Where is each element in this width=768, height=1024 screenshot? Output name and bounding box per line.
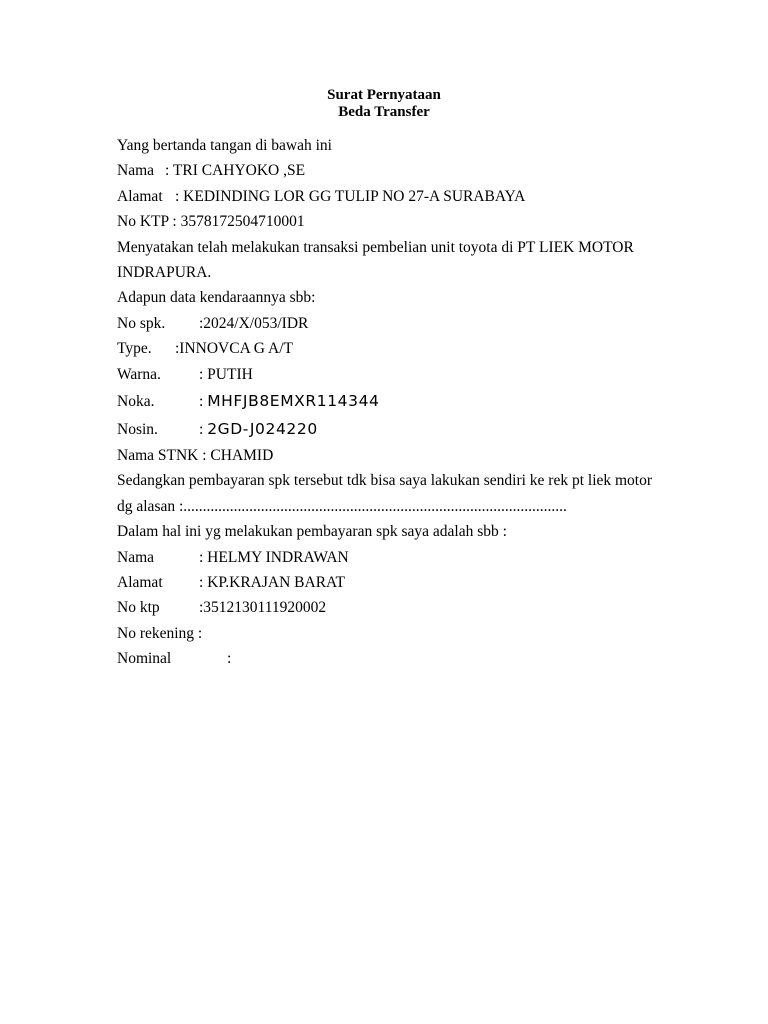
color-value: : PUTIH [199,365,253,383]
signer-address-label: Alamat [117,187,163,205]
signer-ktp-line: No KTP : 3578172504710001 [117,213,305,231]
payer-amount-line [117,646,657,671]
document-body [117,133,657,671]
vehicle-intro-line: Adapun data kendaraannya sbb: [117,289,316,307]
chassis-value: MHFJB8EMXR114344 [207,391,380,410]
signer-address-value: : KEDINDING LOR GG TULIP NO 27-A SURABAYA [175,187,526,205]
payer-ktp-label: No ktp [117,599,160,617]
payer-ktp-line [117,595,657,620]
title-block [0,87,768,121]
payer-name-value: : HELMY INDRAWAN [199,548,349,566]
type-label: Type. [117,340,152,358]
spk-label: No spk. [117,314,166,332]
type-line [117,336,657,361]
payer-name-label: Nama [117,548,155,566]
engine-value: 2GD-J024220 [207,419,318,438]
reason-paragraph: Sedangkan pembayaran spk tersebut tdk bisa saya lakukan sendiri ke rek pt liek motor dg alasan :................................................................................................... [117,472,653,515]
intro-line: Yang bertanda tangan di bawah ini [117,137,332,154]
document-subtitle: Beda Transfer [338,104,430,120]
payer-intro-line: Dalam hal ini yg melakukan pembayaran spk saya adalah sbb : [117,523,507,541]
payer-account-line: No rekening : [117,624,203,642]
payer-name-line [117,545,657,570]
chassis-separator: : [199,392,208,410]
stnk-line: Nama STNK : CHAMID [117,446,274,464]
payer-address-line [117,570,657,595]
payer-address-label: Alamat [117,573,163,591]
spk-value: :2024/X/053/IDR [199,314,309,332]
type-value: :INNOVCA G A/T [175,340,293,358]
signer-name-value: : TRI CAHYOKO ,SE [165,162,306,180]
engine-label: Nosin. [117,420,158,438]
color-line [117,362,657,387]
chassis-line [117,387,657,415]
signer-name-line [117,158,657,183]
document-title: Surat Pernyataan [327,87,441,103]
signer-name-label: Nama [117,162,155,180]
spk-line [117,311,657,336]
payer-amount-label: Nominal [117,650,172,668]
engine-separator: : [199,420,208,438]
payer-address-value: : KP.KRAJAN BARAT [199,573,345,591]
engine-line [117,415,657,443]
color-label: Warna. [117,365,161,383]
signer-address-line [117,184,657,209]
payer-amount-separator: : [227,650,232,668]
payer-ktp-value: :3512130111920002 [199,599,327,617]
statement-paragraph: Menyatakan telah melakukan transaksi pembelian unit toyota di PT LIEK MOTOR INDRAPURA. [117,238,634,281]
chassis-label: Noka. [117,392,155,410]
